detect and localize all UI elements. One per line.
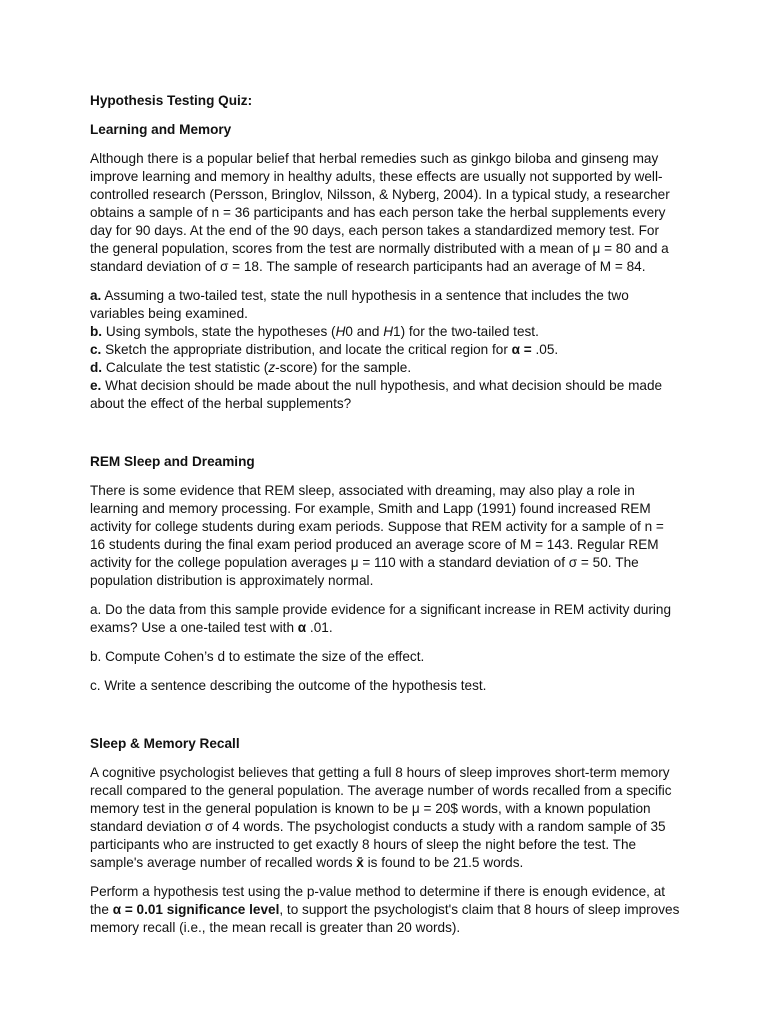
question-a-label: a. [90,288,102,303]
question-e-text: What decision should be made about the null hypothesis, and what decision should be made about the effect of the herbal supplements? [90,378,663,411]
question-a [90,287,680,323]
section2-question-a [90,601,680,637]
question-d-text-part: Calculate the test statistic ( [102,360,269,375]
section3-task [90,883,680,937]
section2-question-a-text: a. Do the data from this sample provide evidence for a significant increase in REM activity during exams? Use a one-tailed test with [90,602,672,635]
section3-task-text: Perform a hypothesis test using the p-value method to determine if there is enough evidence, at the [90,884,666,917]
section3-paragraph [90,764,680,872]
question-b-h0-symbol: H [335,324,346,339]
quiz-title: Hypothesis Testing Quiz: [90,93,253,108]
section-heading-learning-memory: Learning and Memory [90,122,232,137]
question-a-text: Assuming a two-tailed test, state the null hypothesis in a sentence that includes the two variables being examined. [90,288,629,321]
section3-paragraph-text: is found to be 21.5 words. [363,855,524,870]
section-heading-rem-sleep: REM Sleep and Dreaming [90,454,255,469]
section2-paragraph: There is some evidence that REM sleep, associated with dreaming, may also play a role in learning and memory processing. For example, Smith and Lapp (1991) found increased REM activity for college students during exam periods. Suppose that REM activity for a sample of n = 16 students during the final exam period produced an average score of M = 143. Regular REM activity for the college population averages μ = 110 with a standard deviation of σ = 50. The population distribution is approximately normal. [90,483,664,588]
section3-xbar-symbol: x̄ [356,855,364,870]
section2-question-a-alpha: α [297,620,307,635]
section1-paragraph: Although there is a popular belief that herbal remedies such as ginkgo biloba and ginseng may improve learning and memory in healthy adults, these effects are usually not supported by well-controlled research (Persson, Bringlov, Nilsson, & Nyberg, 2004). In a typical study, a researcher obtains a sample of n = 36 participants and has each person take the herbal supplements every day for 90 days. At the end of the 90 days, each person takes a standardized memory test. For the general population, scores from the test are normally distributed with a mean of μ = 80 and a standard deviation of σ = 18. The sample of research participants had an average of M = 84. [90,151,670,274]
question-d-z-symbol: z [268,360,276,375]
section2-question-a-text: .01. [306,620,333,635]
question-c-text-part: Sketch the appropriate distribution, and locate the critical region for [101,342,512,357]
section3-task-text: , to support the psychologist's claim that 8 hours of sleep improves memory recall (i.e., the mean recall is greater than 20 words). [90,902,680,935]
question-d-label: d. [90,360,103,375]
question-b-text-part: 1) for the two-tailed test. [393,324,539,339]
question-b-text-part: 0 and [345,324,384,339]
question-b-h1-symbol: H [383,324,394,339]
section3-paragraph-text: A cognitive psychologist believes that getting a full 8 hours of sleep improves short-term memory recall compared to the general population. The average number of words recalled from a specific memory test in the general population is known to be μ = 20$ words, with a known population standard deviation σ of 4 words. The psychologist conducts a study with a random sample of 35 participants who are instructed to get exactly 8 hours of sleep the night before the test. The sample's average number of recalled words [90,765,672,870]
section1-question-list [90,287,680,413]
question-c-label: c. [90,342,102,357]
question-e [90,377,680,413]
question-d-text-part: -score) for the sample. [275,360,412,375]
section2-question-c: c. Write a sentence describing the outcome of the hypothesis test. [90,678,487,693]
question-b [90,323,680,341]
question-d [90,359,680,377]
question-e-label: e. [90,378,102,393]
section-heading-sleep-memory-recall: Sleep & Memory Recall [90,736,240,751]
question-c [90,341,680,359]
question-c-alpha: α = [511,342,532,357]
section3-task-significance: α = 0.01 significance level [112,902,280,917]
question-c-text-part: .05. [531,342,559,357]
document-page [90,92,680,937]
question-b-label: b. [90,324,103,339]
question-b-text-part: Using symbols, state the hypotheses ( [102,324,336,339]
section2-question-b: b. Compute Cohen’s d to estimate the size of the effect. [90,649,425,664]
